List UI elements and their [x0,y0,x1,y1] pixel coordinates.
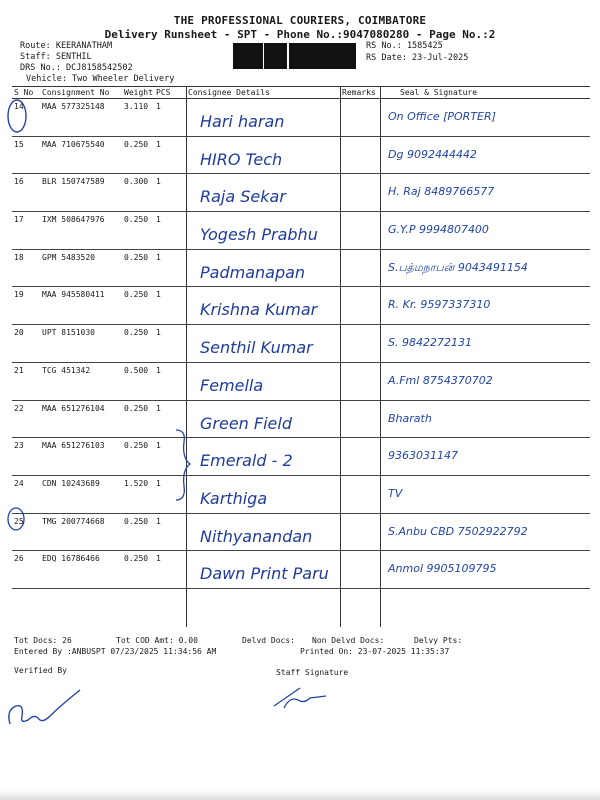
table-row [12,551,590,589]
cell-cons-text: MAA 710675540 [42,139,105,149]
cell-consignee [186,287,340,325]
cell-cons-text: EDQ 16786466 [42,554,100,564]
cell-sno-text: 17 [14,215,24,225]
cell-remarks [340,400,380,438]
delivered-docs: Delvd Docs: [242,636,295,645]
consignee-handwriting: HIRO Tech [200,149,283,169]
cell-cons [40,325,122,363]
consignee-handwriting: Raja Sekar [200,187,286,207]
cell-consignee [186,212,340,250]
cell-cons [40,513,122,551]
col-header-remarks: Remarks [340,87,380,99]
cell-pcs [154,249,186,287]
seal-signature-handwriting: 9363031147 [388,449,458,463]
cell-cons [40,136,122,174]
non-delivered-docs: Non Delvd Docs: [312,636,385,645]
cell-pcs-text: 1 [156,554,161,564]
column-divider [340,86,341,627]
cell-pcs-text: 1 [156,328,161,338]
cell-consignee [186,475,340,513]
cell-seal [380,99,590,137]
cell-pcs-text: 1 [156,290,161,300]
consignee-handwriting: Nithyanandan [200,526,313,546]
page-bottom-shadow [0,790,600,800]
cell-seal [380,362,590,400]
cell-remarks [340,325,380,363]
cell-cons-text: MAA 651276104 [42,403,105,413]
total-cod: Tot COD Amt: 0.00 [116,636,198,645]
cell-sno-text: 21 [14,365,24,375]
cell-weight [122,212,154,250]
table-row [12,475,590,513]
cell-sno [12,438,40,476]
column-divider [186,86,187,627]
table-row [12,212,590,250]
cell-sno [12,249,40,287]
cell-pcs-text: 1 [156,365,161,375]
cell-sno-text: 19 [14,290,24,300]
cell-pcs [154,325,186,363]
cell-consignee [186,438,340,476]
seal-signature-handwriting: S. 9842272131 [388,336,472,350]
table-row [12,249,590,287]
entered-by: Entered By :ANBUSPT 07/23/2025 11:34:56 AM [14,647,217,656]
cell-cons-text: TCG 451342 [42,365,91,375]
cell-sno [12,136,40,174]
cell-pcs-text: 1 [156,516,161,526]
cell-weight-text: 0.250 [124,554,149,564]
verified-signature-icon [4,680,84,730]
cell-seal [380,551,590,589]
cell-weight [122,400,154,438]
table-row [12,287,590,325]
cell-seal [380,475,590,513]
cell-cons-text: MAA 651276103 [42,441,105,451]
cell-remarks [340,362,380,400]
cell-weight [122,438,154,476]
cell-sno-text: 15 [14,139,24,149]
cell-cons [40,99,122,137]
cell-cons-text: IXM 508647976 [42,215,105,225]
col-header-pcs: PCS [154,87,186,99]
consignee-handwriting: Senthil Kumar [200,338,313,358]
cell-weight-text: 0.250 [124,516,149,526]
cell-cons-text: CDN 10243689 [42,478,100,488]
cell-weight [122,99,154,137]
cell-weight-text: 0.250 [124,139,149,149]
cell-weight [122,513,154,551]
table-row [12,513,590,551]
cell-weight [122,362,154,400]
cell-cons [40,438,122,476]
cell-sno-text: 14 [14,102,24,111]
cell-weight [122,475,154,513]
cell-sno [12,400,40,438]
col-header-consignee: Consignee Details [186,87,340,99]
cell-weight [122,174,154,212]
staff-label: Staff: SENTHIL [20,52,92,62]
seal-signature-handwriting: A.Fml 8754370702 [388,373,493,387]
cell-weight-text: 0.250 [124,328,149,338]
cell-weight-text: 0.250 [124,252,149,262]
circle-mark-icon [6,506,34,534]
cell-weight [122,136,154,174]
cell-seal [380,325,590,363]
cell-weight-text: 0.250 [124,215,149,225]
cell-consignee [186,249,340,287]
consignee-handwriting: Emerald - 2 [200,451,293,471]
col-header-seal: Seal & Signature [380,87,590,99]
cell-weight-text: 0.250 [124,441,149,451]
cell-seal [380,212,590,250]
route-label: Route: KEERANATHAM [20,41,113,51]
printed-on: Printed On: 23-07-2025 11:35:37 [300,647,450,656]
vehicle-label: Vehicle: Two Wheeler Delivery [26,74,175,84]
cell-pcs [154,174,186,212]
cell-cons-text: TMG 200774668 [42,516,105,526]
cell-pcs [154,551,186,589]
cell-remarks [340,287,380,325]
cell-seal [380,136,590,174]
cell-consignee [186,513,340,551]
cell-pcs [154,287,186,325]
cell-weight-text: 0.250 [124,403,149,413]
cell-cons [40,400,122,438]
table-header-row [12,87,590,99]
cell-weight-text: 0.500 [124,365,149,375]
cell-pcs-text: 1 [156,102,161,111]
consignee-handwriting: Femella [200,375,264,395]
cell-pcs-text: 1 [156,403,161,413]
cell-seal [380,174,590,212]
seal-signature-handwriting: S.பத்மநாபன் 9043491154 [388,260,528,274]
cell-weight [122,551,154,589]
verified-by-label: Verified By [14,666,67,675]
cell-cons-text: GPM 5483520 [42,252,95,262]
cell-remarks [340,174,380,212]
cell-weight [122,325,154,363]
cell-sno [12,174,40,212]
consignee-handwriting: Green Field [200,413,292,433]
cell-cons-text: UPT 8151030 [42,328,95,338]
seal-signature-handwriting: Anmol 9905109795 [388,562,497,576]
cell-sno-text: 24 [14,478,24,488]
cell-pcs-text: 1 [156,215,161,225]
cell-remarks [340,249,380,287]
cell-remarks [340,475,380,513]
cell-remarks [340,99,380,137]
seal-signature-handwriting: S.Anbu CBD 7502922792 [388,524,528,538]
column-divider [380,86,381,627]
cell-weight [122,249,154,287]
cell-seal [380,438,590,476]
cell-pcs-text: 1 [156,177,161,187]
cell-cons [40,212,122,250]
delivery-points: Delvy Pts: [414,636,463,645]
cell-pcs [154,136,186,174]
cell-sno [12,325,40,363]
cell-cons [40,174,122,212]
cell-consignee [186,551,340,589]
runsheet-table [12,86,590,589]
table-row [12,174,590,212]
cell-weight [122,287,154,325]
rs-number: RS No.: 1585425 [366,41,443,51]
cell-cons [40,249,122,287]
cell-cons [40,551,122,589]
cell-remarks [340,212,380,250]
cell-remarks [340,136,380,174]
cell-sno-text: 22 [14,403,24,413]
consignee-handwriting: Krishna Kumar [200,300,318,320]
seal-signature-handwriting: R. Kr. 9597337310 [388,298,491,312]
seal-signature-handwriting: H. Raj 8489766577 [388,185,495,199]
cell-sno [12,362,40,400]
cell-cons [40,475,122,513]
table-row [12,438,590,476]
cell-sno-text: 23 [14,441,24,451]
cell-consignee [186,362,340,400]
cell-cons-text: BLR 150747589 [42,177,105,187]
cell-pcs-text: 1 [156,441,161,451]
table-row [12,325,590,363]
cell-consignee [186,174,340,212]
cell-pcs-text: 1 [156,478,161,488]
staff-signature-label: Staff Signature [276,668,349,677]
cell-remarks [340,551,380,589]
seal-signature-handwriting: Bharath [388,411,432,425]
table-row [12,99,590,137]
consignee-handwriting: Dawn Print Paru [200,564,329,584]
consignee-handwriting: Karthiga [200,488,268,508]
cell-remarks [340,513,380,551]
cell-sno-text: 20 [14,328,24,338]
table-row [12,136,590,174]
cell-pcs [154,99,186,137]
consignee-handwriting: Yogesh Prabhu [200,225,318,245]
barcode-icon [232,43,358,69]
cell-sno-text: 18 [14,252,24,262]
cell-sno-text: 26 [14,554,24,564]
cell-consignee [186,99,340,137]
cell-sno-text: 16 [14,177,24,187]
cell-pcs-text: 1 [156,252,161,262]
cell-sno-text: 25 [14,516,24,526]
col-header-consignment: Consignment No [40,87,122,99]
consignee-handwriting: Padmanapan [200,262,306,282]
cell-weight-text: 3.110 [124,102,149,111]
seal-signature-handwriting: G.Y.P 9994807400 [388,223,489,237]
cell-pcs [154,212,186,250]
cell-weight-text: 1.520 [124,478,149,488]
cell-pcs [154,513,186,551]
consignee-handwriting: Hari haran [200,112,285,131]
cell-seal [380,249,590,287]
cell-consignee [186,400,340,438]
seal-signature-handwriting: Dg 9092444442 [388,147,477,161]
table-row [12,362,590,400]
table-row [12,400,590,438]
document-subtitle: Delivery Runsheet - SPT - Phone No.:9047080280 - Page No.:2 [104,28,496,41]
cell-cons-text: MAA 945580411 [42,290,105,300]
cell-weight-text: 0.250 [124,290,149,300]
cell-cons-text: MAA 577325148 [42,102,105,111]
document-title: THE PROFESSIONAL COURIERS, COIMBATORE [173,14,427,27]
cell-sno [12,287,40,325]
cell-pcs [154,362,186,400]
drs-number: DRS No.: DCJ8158542502 [20,63,133,73]
total-docs: Tot Docs: 26 [14,636,72,645]
staff-signature-icon [270,682,330,712]
col-header-weight: Weight [124,88,153,97]
seal-signature-handwriting: TV [388,486,403,500]
cell-consignee [186,325,340,363]
cell-weight-text: 0.300 [124,177,149,187]
brace-mark-icon [170,428,194,502]
cell-seal [380,400,590,438]
cell-seal [380,287,590,325]
cell-sno [12,212,40,250]
cell-consignee [186,136,340,174]
cell-cons [40,362,122,400]
seal-signature-handwriting: On Office [PORTER] [388,110,496,123]
cell-remarks [340,438,380,476]
circle-mark-icon [4,96,34,136]
col-header-sno: S No [12,87,40,99]
cell-cons [40,287,122,325]
cell-pcs-text: 1 [156,139,161,149]
cell-seal [380,513,590,551]
rs-date: RS Date: 23-Jul-2025 [366,53,469,63]
cell-sno [12,551,40,589]
